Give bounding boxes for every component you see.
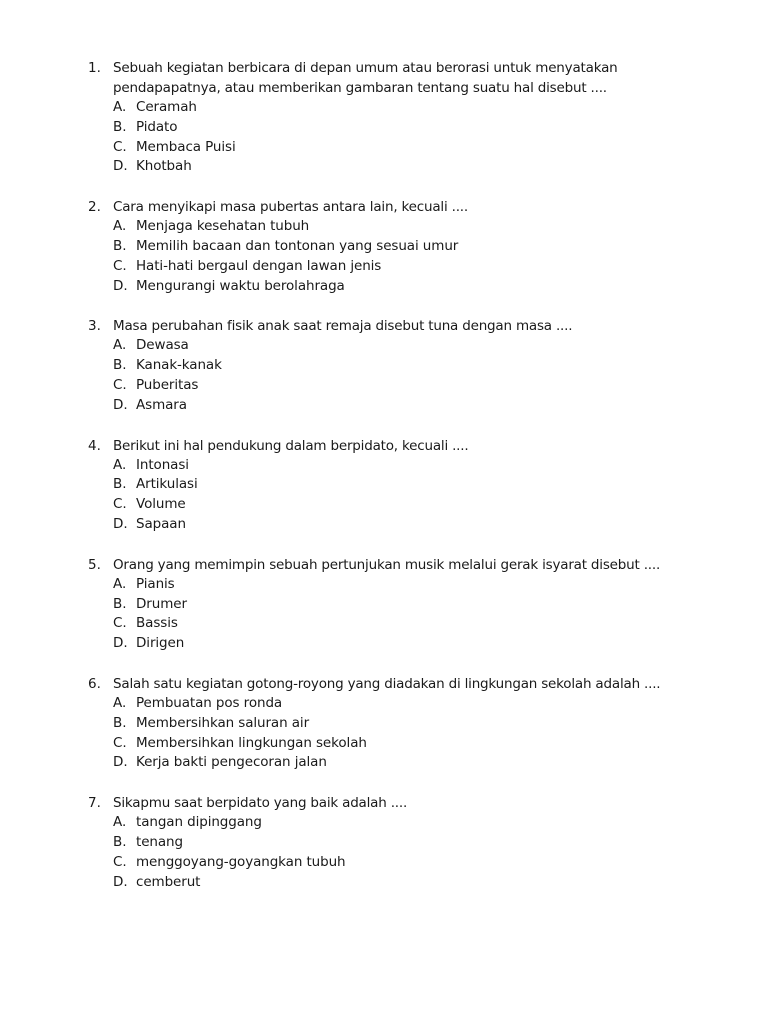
option-d [0,753,768,773]
option-letter: D. [113,754,128,771]
option-c [0,376,768,396]
options-list [0,694,768,773]
option-text: Bassis [136,615,178,632]
option-text: Drumer [136,595,187,612]
option-text: Mengurangi waktu berolahraga [136,277,345,294]
option-letter: C. [113,734,127,751]
option-d [0,873,768,893]
option-text: Hati-hati bergaul dengan lawan jenis [136,257,382,274]
option-letter: D. [113,277,128,294]
option-text: Memilih bacaan dan tontonan yang sesuai umur [136,237,459,254]
option-text: Membersihkan lingkungan sekolah [136,734,367,751]
option-c [0,138,768,158]
option-text: tenang [136,833,183,850]
option-letter: D. [113,396,128,413]
option-b [0,237,768,257]
option-a [0,456,768,476]
option-letter: D. [113,873,128,890]
options-list [0,98,768,177]
option-c [0,614,768,634]
option-letter: C. [113,615,127,632]
option-letter: B. [113,237,127,254]
option-letter: B. [113,118,127,135]
question-text: Sikapmu saat berpidato yang baik adalah .... [113,795,408,812]
question-text: Sebuah kegiatan berbicara di depan umum atau berorasi untuk menyatakan pendapapatnya, atau memberikan gambaran tentang suatu hal disebut .... [113,60,618,96]
question-7 [0,793,768,892]
option-a [0,813,768,833]
quiz-page [0,58,768,912]
option-d [0,157,768,177]
option-letter: B. [113,833,127,850]
option-letter: A. [113,99,127,115]
option-letter: D. [113,515,128,532]
option-letter: D. [113,635,128,652]
option-text: Artikulasi [136,476,198,493]
option-text: Khotbah [136,158,192,175]
options-list [0,456,768,535]
option-b [0,714,768,734]
options-list [0,217,768,296]
option-letter: B. [113,357,127,374]
question-number: 5. [88,556,101,573]
option-text: Menjaga kesehatan tubuh [136,218,310,235]
question-text: Masa perubahan fisik anak saat remaja disebut tuna dengan masa .... [113,318,573,335]
question-text: Cara menyikapi masa pubertas antara lain, kecuali .... [113,199,468,216]
option-b [0,356,768,376]
option-text: Membaca Puisi [136,138,236,155]
option-text: menggoyang-goyangkan tubuh [136,853,346,870]
option-letter: D. [113,158,128,175]
question-5 [0,555,768,654]
question-4 [0,436,768,535]
option-b [0,595,768,615]
option-letter: A. [113,218,127,235]
option-text: Dirigen [136,635,185,652]
question-number: 1. [88,60,101,76]
option-d [0,277,768,297]
question-6 [0,674,768,773]
option-letter: A. [113,814,127,831]
option-c [0,257,768,277]
option-a [0,217,768,237]
option-letter: B. [113,476,127,493]
option-letter: A. [113,337,127,354]
option-a [0,575,768,595]
question-text: Salah satu kegiatan gotong-royong yang diadakan di lingkungan sekolah adalah .... [113,675,661,692]
option-text: tangan dipinggang [136,814,262,831]
option-letter: B. [113,595,127,612]
option-text: Pembuatan pos ronda [136,694,283,711]
option-a [0,336,768,356]
options-list [0,336,768,415]
option-b [0,118,768,138]
option-c [0,495,768,515]
question-number: 2. [88,199,101,216]
question-number: 7. [88,795,101,812]
option-text: Dewasa [136,337,189,354]
option-text: Asmara [136,396,187,413]
question-2 [0,197,768,296]
option-c [0,734,768,754]
question-text: Orang yang memimpin sebuah pertunjukan musik melalui gerak isyarat disebut .... [113,556,661,573]
option-text: Pidato [136,118,178,135]
option-text: Sapaan [136,515,186,532]
question-number: 3. [88,318,101,335]
option-text: Pianis [136,575,175,592]
options-list [0,813,768,892]
option-letter: C. [113,853,127,870]
option-text: Puberitas [136,376,199,393]
option-a [0,98,768,118]
option-letter: C. [113,376,127,393]
option-letter: C. [113,257,127,274]
options-list [0,575,768,654]
option-d [0,396,768,416]
question-number: 4. [88,437,101,454]
option-letter: A. [113,456,127,473]
option-text: Membersihkan saluran air [136,714,310,731]
option-b [0,475,768,495]
option-text: Kerja bakti pengecoran jalan [136,754,327,771]
option-letter: A. [113,575,127,592]
option-text: Ceramah [136,99,197,115]
question-text: Berikut ini hal pendukung dalam berpidato, kecuali .... [113,437,469,454]
option-letter: C. [113,138,127,155]
question-number: 6. [88,675,101,692]
option-a [0,694,768,714]
option-d [0,515,768,535]
option-text: Kanak-kanak [136,357,222,374]
question-3 [0,316,768,415]
option-b [0,833,768,853]
option-d [0,634,768,654]
question-1 [0,58,768,177]
option-text: Volume [136,496,186,513]
option-letter: C. [113,496,127,513]
option-c [0,853,768,873]
option-text: cemberut [136,873,201,890]
option-text: Intonasi [136,456,189,473]
option-letter: A. [113,694,127,711]
option-letter: B. [113,714,127,731]
